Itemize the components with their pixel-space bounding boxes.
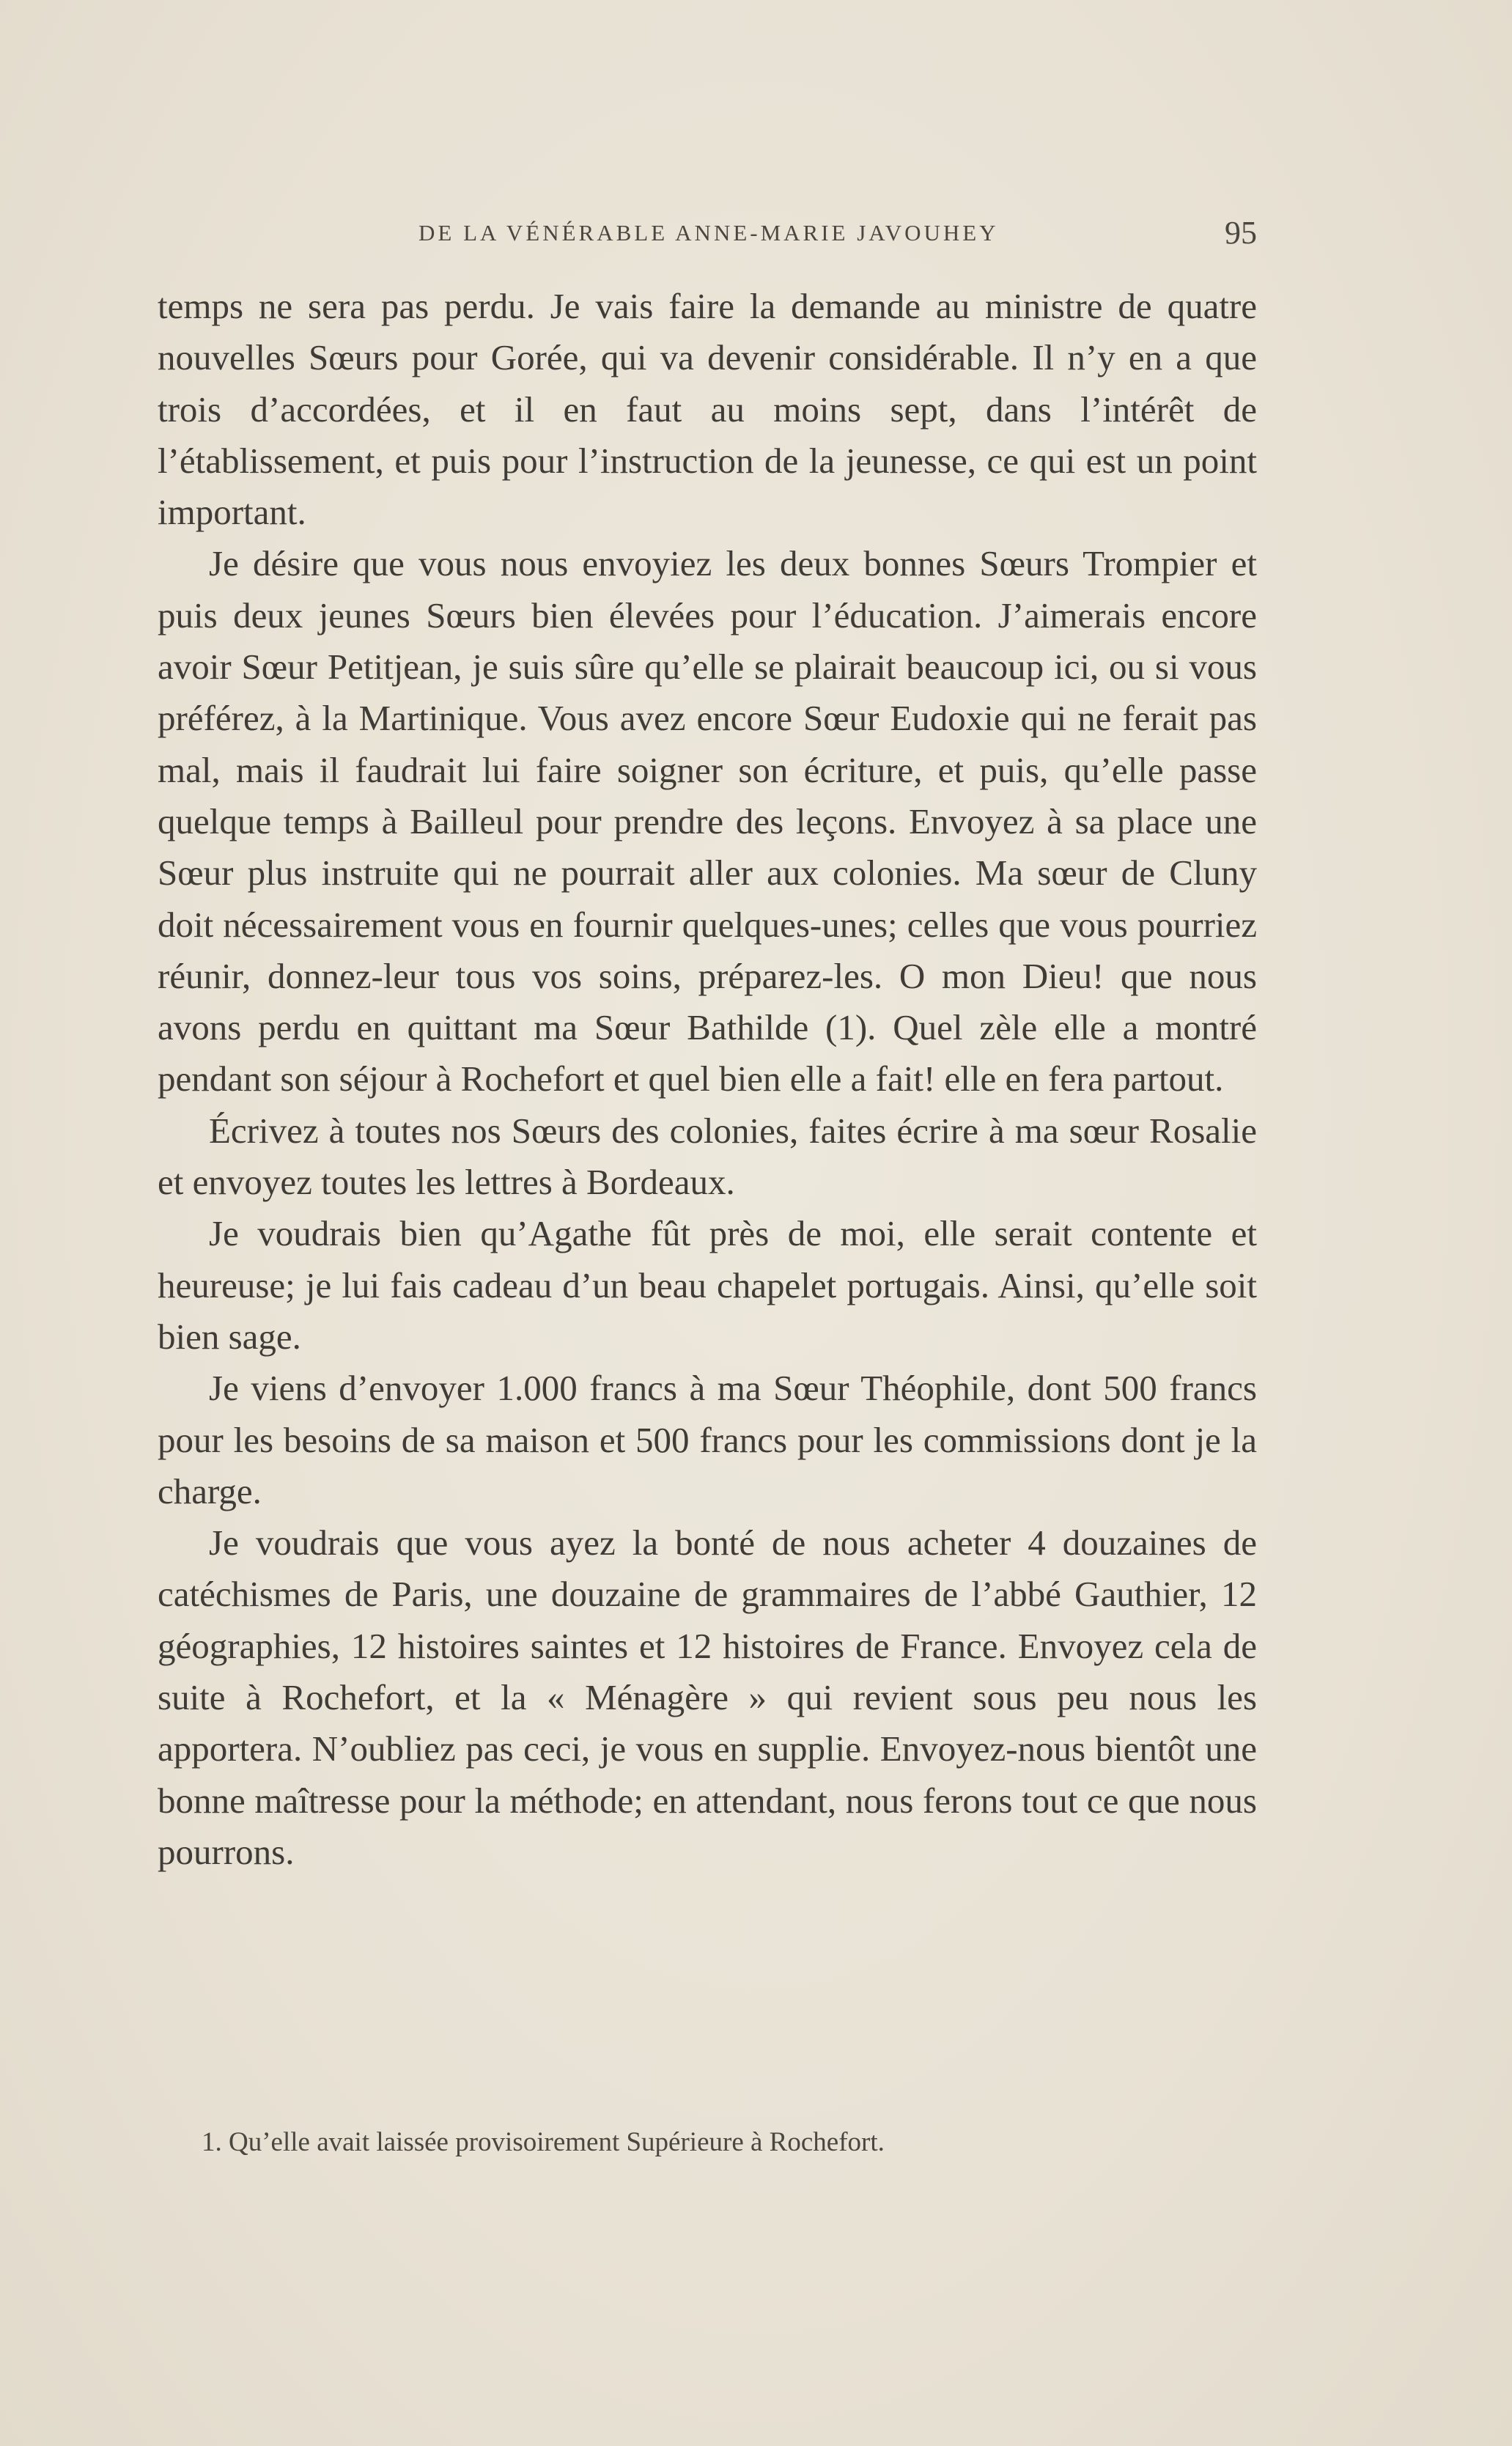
paragraph-2: Je désire que vous nous envoyiez les deux bonnes Sœurs Trompier et puis deux jeunes Sœurs bien élevées pour l’éducation. J’aimerais encore avoir Sœur Petitjean, je suis sûre qu’elle se plairait beaucoup ici, ou si vous préférez, à la Martinique. Vous avez encore Sœur Eudoxie qui ne ferait pas mal, mais il faudrait lui faire soigner son écriture, et puis, qu’elle passe quelque temps à Bailleul pour prendre des leçons. Envoyez à sa place une Sœur plus instruite qui ne pourrait aller aux colonies. Ma sœur de Cluny doit nécessairement vous en fournir quelques-unes; celles que vous pourriez réunir, donnez-leur tous vos soins, préparez-les. O mon Dieu! que nous avons perdu en quittant ma Sœur Bathilde (1). Quel zèle elle a montré pendant son séjour à Rochefort et quel bien elle a fait! elle en fera partout. [158, 543, 1257, 1099]
paragraph-1: temps ne sera pas perdu. Je vais faire la demande au ministre de quatre nouvelles Sœurs pour Gorée, qui va devenir considérable. Il n’y en a que trois d’accordées, et il en faut au moins sept, dans l’intérêt de l’établissement, et puis pour l’instruction de la jeunesse, ce qui est un point important. [158, 286, 1257, 533]
running-title: DE LA VÉNÉRABLE ANNE-MARIE JAVOUHEY [418, 220, 999, 246]
footnote: 1. Qu’elle avait laissée provisoirement Supérieure à Rochefort. [202, 2127, 885, 2157]
page-number: 95 [1225, 215, 1257, 251]
body-text [158, 281, 1257, 1878]
paragraph-3: Écrivez à toutes nos Sœurs des colonies, faites écrire à ma sœur Rosalie et envoyez toutes les lettres à Bordeaux. [158, 1110, 1257, 1203]
paragraph-5: Je viens d’envoyer 1.000 francs à ma Sœur Théophile, dont 500 francs pour les besoins de sa maison et 500 francs pour les commissions dont je la charge. [158, 1368, 1257, 1511]
paragraph-6: Je voudrais que vous ayez la bonté de nous acheter 4 douzaines de catéchismes de Paris, une douzaine de grammaires de l’abbé Gauthier, 12 géographies, 12 histoires saintes et 12 histoires de France. Envoyez cela de suite à Rochefort, et la « Ménagère » qui revient sous peu nous les apportera. N’oubliez pas ceci, je vous en supplie. Envoyez-nous bientôt une bonne maîtresse pour la méthode; en attendant, nous ferons tout ce que nous pourrons. [158, 1522, 1257, 1872]
paragraph-4: Je voudrais bien qu’Agathe fût près de moi, elle serait contente et heureuse; je lui fais cadeau d’un beau chapelet portugais. Ainsi, qu’elle soit bien sage. [158, 1213, 1257, 1357]
page-header [158, 214, 1257, 251]
